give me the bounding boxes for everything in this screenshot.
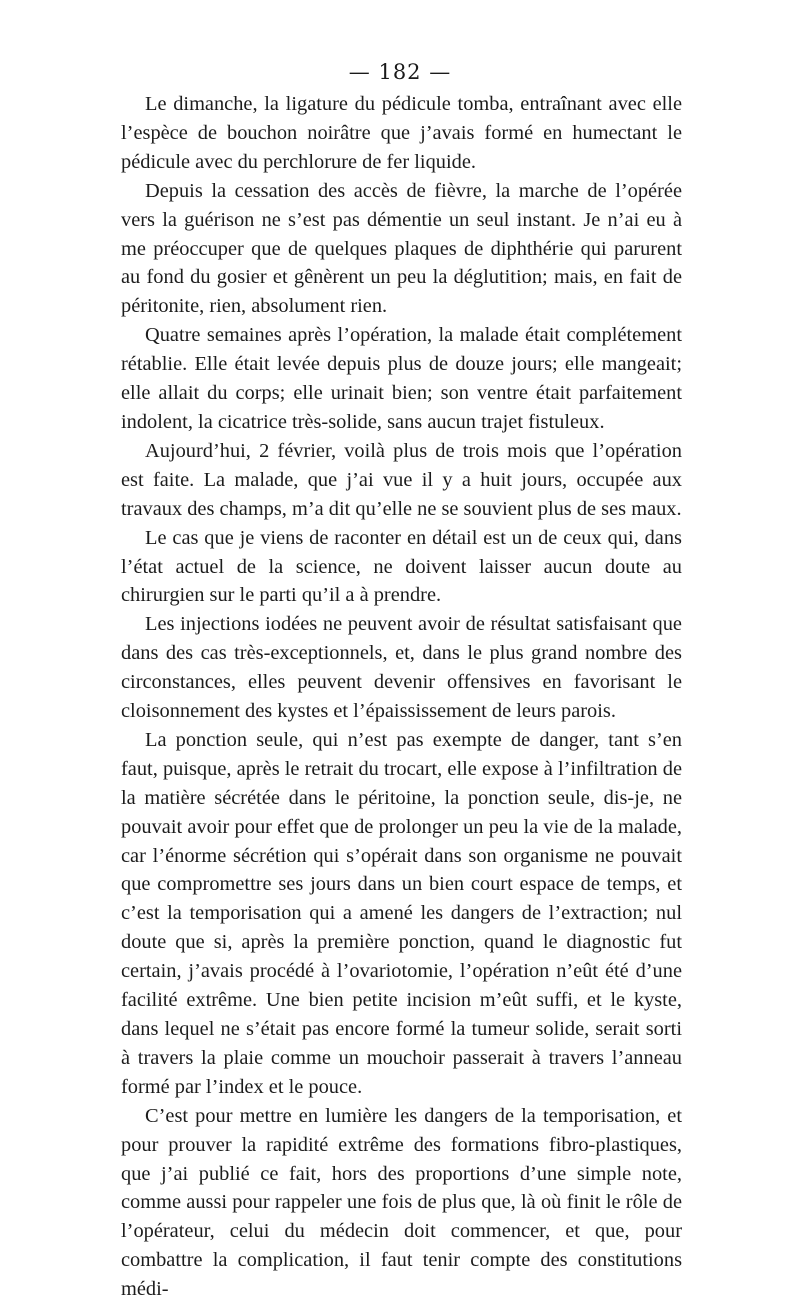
paragraph-ligature: Le dimanche, la ligature du pédicule tomba, entraînant avec elle l’espèce de bouchon noirâtre que j’avais formé en humectant le pédicule avec du perchlorure de fer liquide.: [121, 93, 682, 173]
paragraph-today: Aujourd’hui, 2 février, voilà plus de trois mois que l’opération est faite. La malade, que j’ai vue il y a huit jours, occupée aux travaux des champs, m’a dit qu’elle ne se souvient plus de ses maux.: [121, 439, 682, 520]
paragraph-recovery: Quatre semaines après l’opération, la malade était complétement rétablie. Elle était levée depuis plus de douze jours; elle mangeait; elle allait du corps; elle urinait bien; son ventre était parfaitement indolent, la cicatrice très-solide, sans aucun trajet fistuleux.: [121, 324, 682, 433]
paragraph-iodine-injections: Les injections iodées ne peuvent avoir de résultat satisfaisant que dans des cas très-exceptionnels, et, dans le plus grand nombre des circonstances, elles peuvent devenir offensives en favorisant le cloisonnement des kystes et l’épaississement de leurs parois.: [121, 613, 682, 723]
page-number: — 182 —: [348, 60, 452, 84]
paragraph-conclusion: C’est pour mettre en lumière les dangers de la temporisation, et pour prouver la rapidité extrême des formations fibro-plastiques, que j’ai publié ce fait, hors des proportions d’une simple note, comme aussi pour rappeler une fois de plus que, là où finit le rôle de l’opérateur, celui du médecin doit commencer, et que, pour combattre la complication, il faut tenir compte des constitutions médi-: [121, 1104, 682, 1301]
body-text: [121, 90, 682, 1304]
paragraph-fever: Depuis la cessation des accès de fièvre, la marche de l’opérée vers la guérison ne s’est pas démentie un seul instant. Je n’ai eu à me préoccuper que de quelques plaques de diphthérie qui parurent au fond du gosier et gênèrent un peu la déglutition; mais, en fait de péritonite, rien, absolument rien.: [121, 179, 682, 318]
paragraph-case: Le cas que je viens de raconter en détail est un de ceux qui, dans l’état actuel de la science, ne doivent laisser aucun doute au chirurgien sur le parti qu’il a à prendre.: [121, 526, 682, 607]
paragraph-puncture: La ponction seule, qui n’est pas exempte de danger, tant s’en faut, puisque, après le retrait du trocart, elle expose à l’infiltration de la matière sécrétée dans le péritoine, la ponction seule, dis-je, ne pouvait avoir pour effet que de prolonger un peu la vie de la malade, car l’énorme sécrétion qui s’opérait dans son organisme ne pouvait que compromettre ses jours dans un bien court espace de temps, et c’est la temporisation qui a amené les dangers de l’extraction; nul doute que si, après la première ponction, quand le diagnostic fut certain, j’avais procédé à l’ovariotomie, l’opération n’eût été d’une facilité extrême. Une bien petite incision m’eût suffi, et le kyste, dans lequel ne s’était pas encore formé la tumeur solide, serait sorti à travers la plaie comme un mouchoir passerait à travers l’anneau formé par l’index et le pouce.: [121, 728, 682, 1098]
